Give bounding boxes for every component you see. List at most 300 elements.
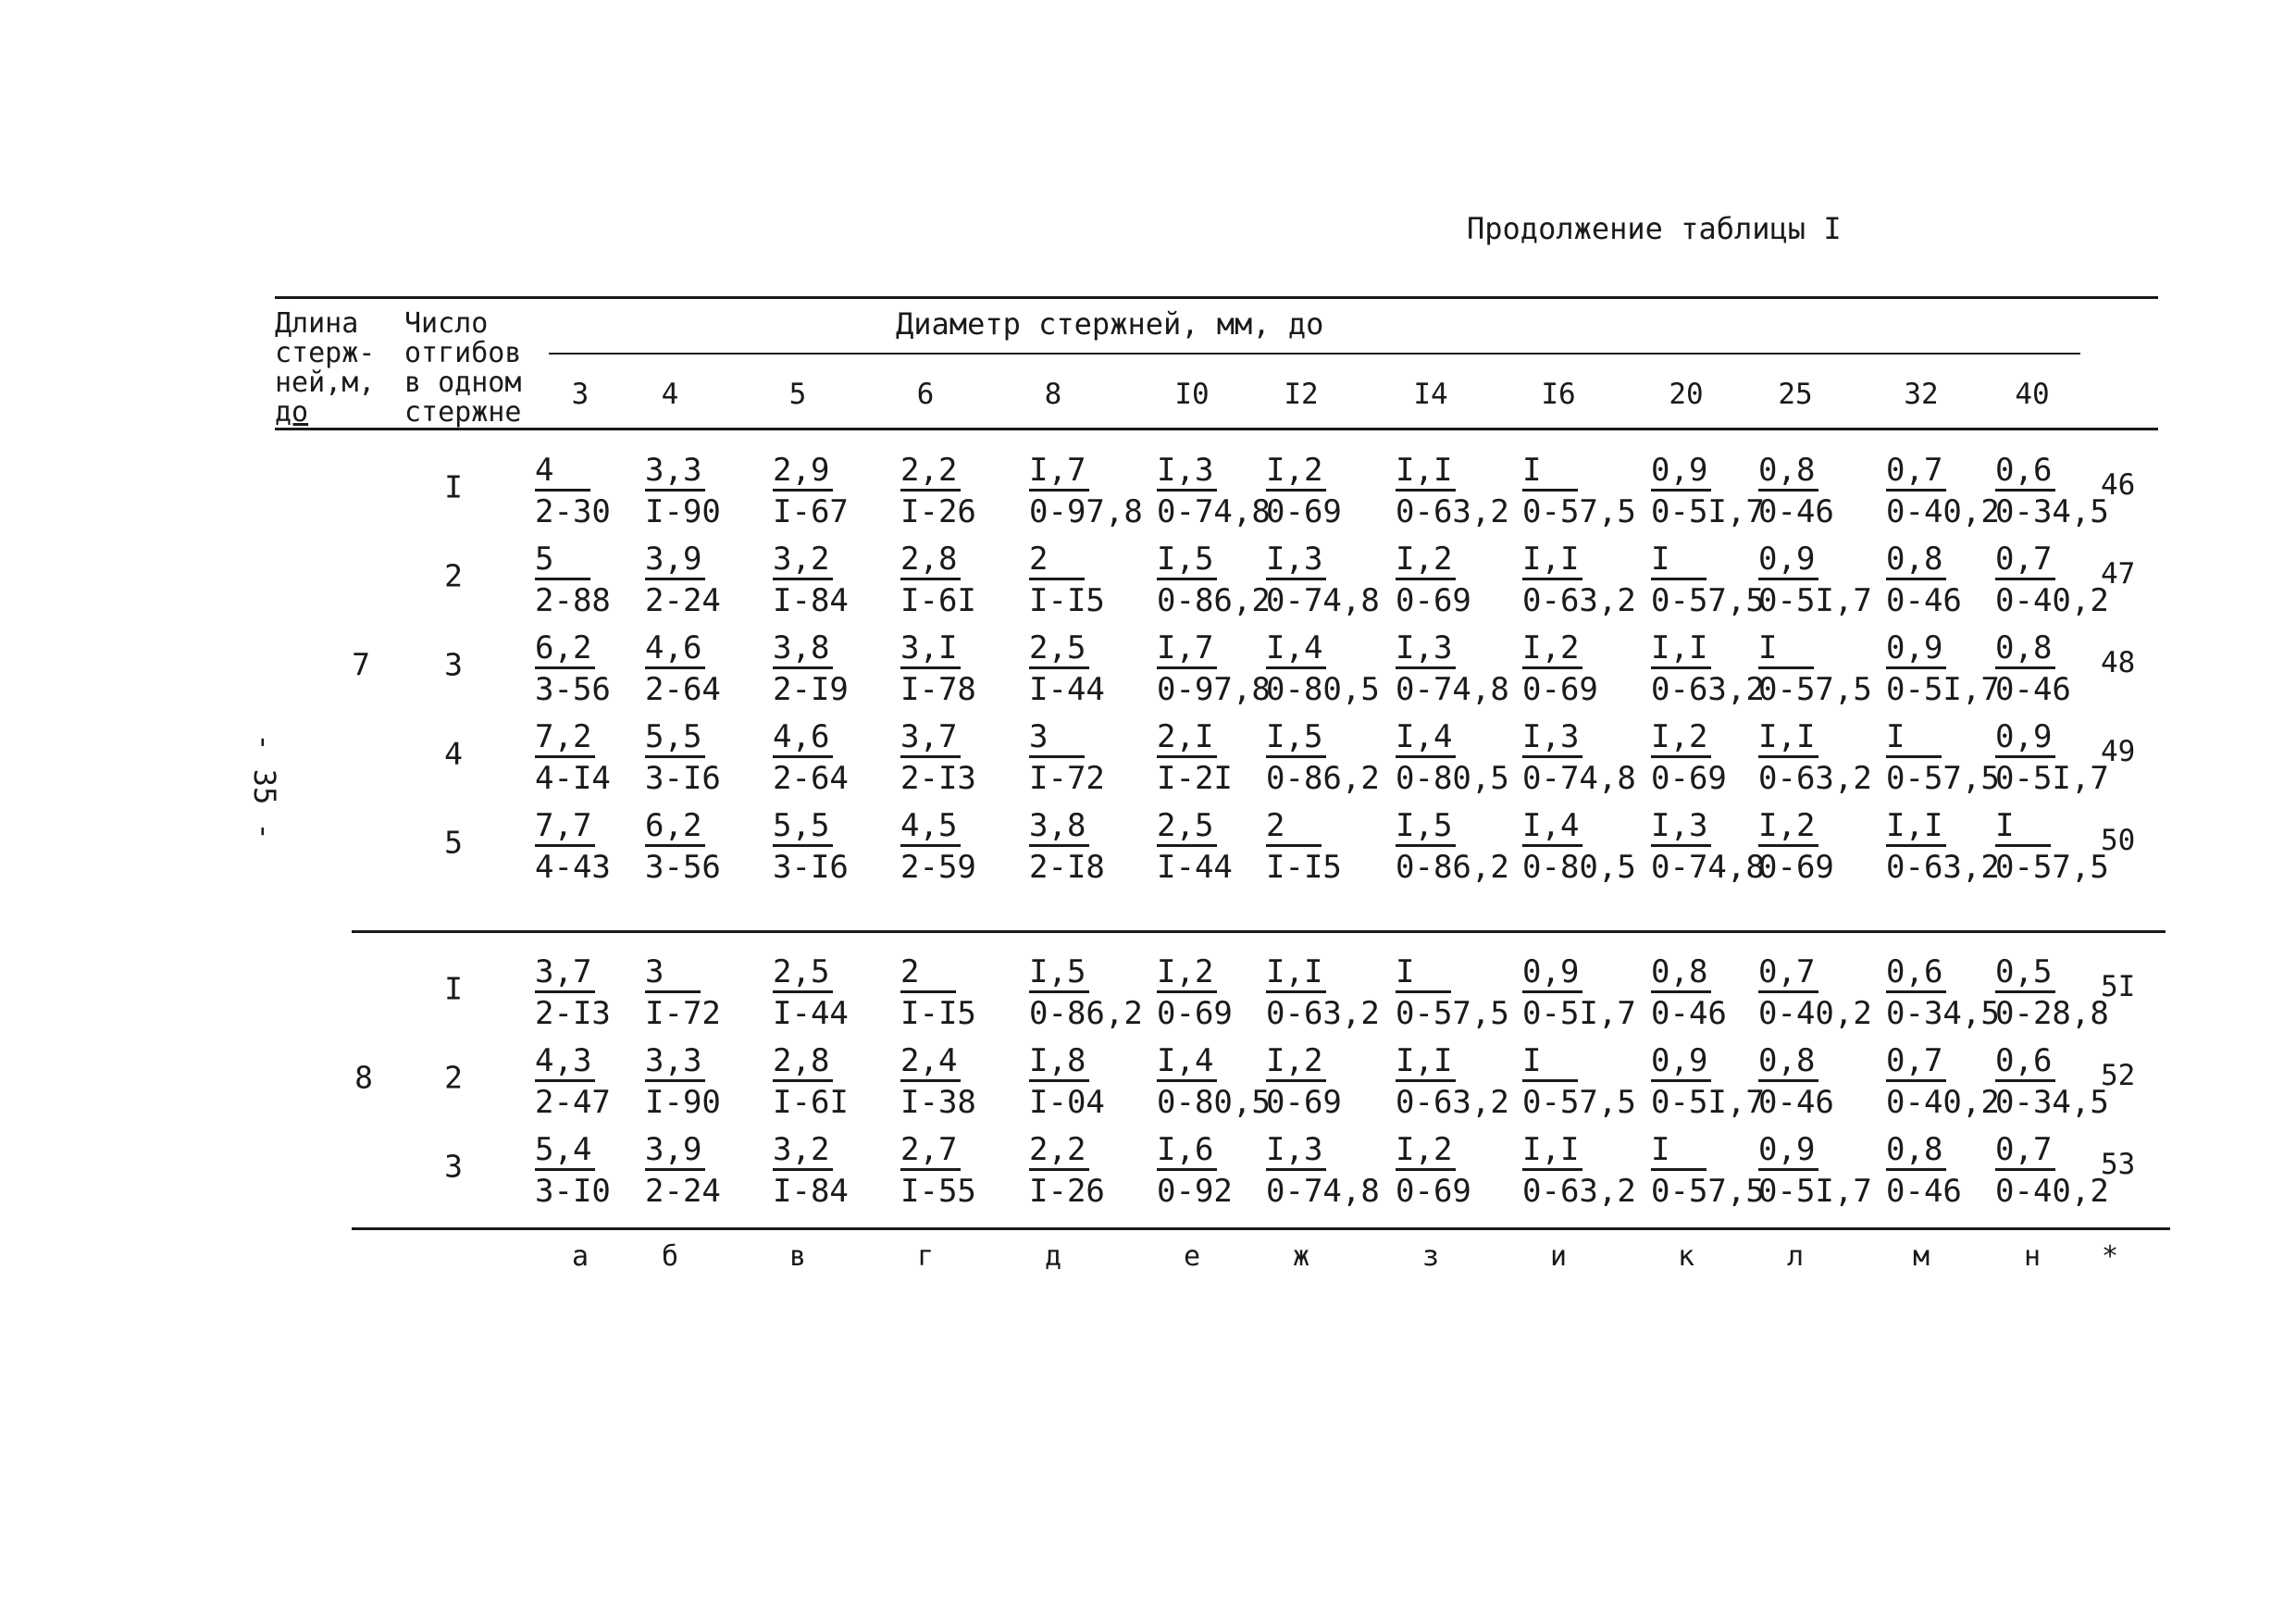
table-cell [1266, 718, 1380, 797]
table-cell [645, 452, 721, 530]
cell-denominator: 2-59 [900, 849, 976, 886]
table-cell [535, 629, 611, 708]
cell-denominator: I-84 [773, 1173, 849, 1210]
table-cell [1995, 629, 2071, 708]
cell-denominator: 0-97,8 [1157, 671, 1271, 708]
table-cell [1522, 1131, 1636, 1210]
cell-denominator: I-67 [773, 493, 849, 530]
row-number: 47 [2101, 557, 2136, 591]
cell-denominator: 0-57,5 [1396, 995, 1509, 1032]
table-cell [645, 953, 721, 1032]
cell-denominator: 2-30 [535, 493, 611, 530]
cell-numerator: I,I [1396, 1042, 1456, 1082]
table-cell [1396, 452, 1509, 530]
cell-denominator: 0-46 [1995, 671, 2071, 708]
cell-numerator: 3,3 [645, 1042, 705, 1082]
cell-denominator: I-2I [1157, 760, 1233, 797]
cell-numerator: I,2 [1651, 718, 1711, 758]
cell-numerator: I [1522, 452, 1578, 492]
cell-denominator: I-I5 [1266, 849, 1342, 886]
cell-denominator: I-44 [1157, 849, 1233, 886]
cell-denominator: 0-63,2 [1651, 671, 1765, 708]
cell-denominator: 2-I3 [900, 760, 976, 797]
cell-numerator: I,I [1886, 807, 1946, 847]
row-number: 48 [2101, 646, 2136, 679]
cell-denominator: I-26 [900, 493, 976, 530]
cell-numerator: 3,2 [773, 541, 833, 580]
cell-denominator: 0-34,5 [1995, 493, 2109, 530]
cell-numerator: I,3 [1522, 718, 1582, 758]
table-cell [1396, 807, 1509, 886]
table-cell [900, 1131, 976, 1210]
table-cell [1029, 1042, 1105, 1121]
table-cell [773, 718, 849, 797]
table-cell [1266, 629, 1380, 708]
cell-denominator: 0-63,2 [1886, 849, 2000, 886]
table-cell [1396, 1042, 1509, 1121]
table-cell [900, 1042, 976, 1121]
cell-denominator: 0-40,2 [1886, 1084, 2000, 1121]
cell-denominator: 0-57,5 [1886, 760, 2000, 797]
cell-numerator: I [1651, 541, 1706, 580]
cell-denominator: 0-69 [1157, 995, 1233, 1032]
cell-denominator: 0-80,5 [1157, 1084, 1271, 1121]
bends-count: 4 [444, 735, 463, 772]
row-number: 50 [2101, 824, 2136, 857]
cell-numerator: 4,6 [773, 718, 833, 758]
cell-denominator: 0-46 [1886, 1173, 1962, 1210]
cell-numerator: I,4 [1157, 1042, 1217, 1082]
column-letter: ж [1292, 1240, 1310, 1273]
cell-numerator: 0,9 [1758, 1131, 1818, 1171]
cell-denominator: 0-57,5 [1522, 493, 1636, 530]
cell-denominator: I-84 [773, 582, 849, 619]
cell-denominator: 0-80,5 [1266, 671, 1380, 708]
table-bottom-rule [352, 1227, 2170, 1230]
row-number: 49 [2101, 735, 2136, 768]
cell-numerator: I,8 [1029, 1042, 1089, 1082]
cell-numerator: 2,7 [900, 1131, 961, 1171]
column-letter: к [1677, 1240, 1695, 1273]
row-number: 5I [2101, 970, 2136, 1003]
cell-denominator: I-04 [1029, 1084, 1105, 1121]
cell-numerator: 3,9 [645, 541, 705, 580]
table-cell [1651, 541, 1765, 619]
table-cell [1522, 718, 1636, 797]
cell-denominator: 0-97,8 [1029, 493, 1143, 530]
cell-denominator: I-44 [773, 995, 849, 1032]
top-rule [275, 296, 2158, 299]
cell-numerator: 3,9 [645, 1131, 705, 1171]
cell-numerator: 0,6 [1995, 1042, 2055, 1082]
diameter-header: 8 [1044, 378, 1062, 411]
cell-denominator: 0-57,5 [1995, 849, 2109, 886]
cell-numerator: 5,5 [645, 718, 705, 758]
table-cell [1758, 452, 1834, 530]
cell-denominator: 0-80,5 [1396, 760, 1509, 797]
cell-numerator: I,3 [1396, 629, 1456, 669]
table-cell [900, 953, 976, 1032]
cell-numerator: I,3 [1157, 452, 1217, 492]
column-letter: в [788, 1240, 807, 1273]
cell-numerator: 2 [1266, 807, 1322, 847]
table-cell [645, 718, 721, 797]
cell-numerator: I [1522, 1042, 1578, 1082]
table-cell [1396, 953, 1509, 1032]
table-cell [1396, 718, 1509, 797]
table-cell [535, 807, 611, 886]
cell-numerator: I,I [1396, 452, 1456, 492]
table-cell [1157, 953, 1233, 1032]
table-cell [1758, 1131, 1872, 1210]
cell-numerator: I,I [1266, 953, 1326, 993]
cell-numerator: I,I [1651, 629, 1711, 669]
table-cell [1157, 1042, 1271, 1121]
cell-denominator: 0-5I,7 [1522, 995, 1636, 1032]
cell-numerator: 2,2 [900, 452, 961, 492]
bends-count: 5 [444, 824, 463, 861]
cell-numerator: 3,3 [645, 452, 705, 492]
diameter-header: 40 [2015, 378, 2050, 411]
cell-denominator: 0-40,2 [1995, 1173, 2109, 1210]
table-cell [1266, 953, 1380, 1032]
cell-denominator: 3-I6 [773, 849, 849, 886]
table-cell [1995, 541, 2109, 619]
cell-denominator: I-55 [900, 1173, 976, 1210]
table-cell [1029, 718, 1105, 797]
cell-numerator: 4 [535, 452, 590, 492]
cell-denominator: 0-74,8 [1157, 493, 1271, 530]
cell-denominator: I-72 [1029, 760, 1105, 797]
cell-numerator: 4,6 [645, 629, 705, 669]
cell-numerator: I [1396, 953, 1451, 993]
cell-numerator: I [1995, 807, 2051, 847]
row-number: 53 [2101, 1148, 2136, 1181]
table-cell [1157, 541, 1271, 619]
diameter-header: 5 [788, 378, 807, 411]
table-cell [1266, 452, 1342, 530]
cell-numerator: I,I [1522, 1131, 1582, 1171]
cell-numerator: I [1758, 629, 1814, 669]
bends-count: I [444, 970, 463, 1007]
column-letter: б [661, 1240, 679, 1273]
table-cell [1522, 452, 1636, 530]
cell-denominator: 0-40,2 [1886, 493, 2000, 530]
table-cell [1522, 953, 1636, 1032]
column-letter: и [1549, 1240, 1568, 1273]
cell-denominator: I-44 [1029, 671, 1105, 708]
table-cell [1157, 1131, 1233, 1210]
column-letter: л [1786, 1240, 1805, 1273]
cell-denominator: 0-57,5 [1651, 582, 1765, 619]
page-number: - 35 - [247, 733, 282, 840]
table-cell [1157, 807, 1233, 886]
cell-numerator: I,I [1522, 541, 1582, 580]
bends-count: 3 [444, 646, 463, 683]
cell-denominator: 0-40,2 [1758, 995, 1872, 1032]
cell-denominator: 0-5I,7 [1651, 1084, 1765, 1121]
table-cell [773, 629, 849, 708]
cell-denominator: 2-I3 [535, 995, 611, 1032]
cell-denominator: 0-63,2 [1522, 1173, 1636, 1210]
cell-denominator: 2-I9 [773, 671, 849, 708]
cell-denominator: I-6I [773, 1084, 849, 1121]
cell-denominator: 0-86,2 [1396, 849, 1509, 886]
cell-denominator: 0-69 [1266, 1084, 1342, 1121]
cell-numerator: 2,I [1157, 718, 1217, 758]
cell-numerator: 0,7 [1995, 541, 2055, 580]
cell-denominator: 0-28,8 [1995, 995, 2109, 1032]
table-cell [645, 807, 721, 886]
cell-numerator: I,4 [1266, 629, 1326, 669]
length-column-header: Длина стерж- ней,м, до [275, 307, 376, 429]
table-cell [1995, 807, 2109, 886]
cell-numerator: 0,8 [1995, 629, 2055, 669]
table-cell [1651, 452, 1765, 530]
table-cell [1886, 953, 2000, 1032]
cell-numerator: 0,8 [1886, 1131, 1946, 1171]
cell-numerator: I,3 [1651, 807, 1711, 847]
cell-denominator: 3-56 [645, 849, 721, 886]
cell-numerator: I,5 [1029, 953, 1089, 993]
cell-denominator: 0-63,2 [1522, 582, 1636, 619]
table-cell [1758, 718, 1872, 797]
table-cell [535, 541, 611, 619]
table-cell [1758, 1042, 1834, 1121]
table-cell [1886, 629, 2000, 708]
table-cell [900, 541, 976, 619]
cell-denominator: 0-74,8 [1651, 849, 1765, 886]
cell-denominator: 0-34,5 [1995, 1084, 2109, 1121]
diameter-title: Диаметр стержней, мм, до [896, 306, 1324, 342]
column-letter: з [1421, 1240, 1440, 1273]
diameter-header: I2 [1284, 378, 1319, 411]
cell-denominator: 0-57,5 [1758, 671, 1872, 708]
cell-numerator: 0,9 [1758, 541, 1818, 580]
cell-denominator: 0-57,5 [1522, 1084, 1636, 1121]
table-cell [1396, 629, 1509, 708]
diameter-header: 4 [661, 378, 679, 411]
bends-count: I [444, 468, 463, 505]
diameter-header: 25 [1778, 378, 1813, 411]
cell-denominator: I-72 [645, 995, 721, 1032]
cell-numerator: 7,7 [535, 807, 595, 847]
cell-denominator: 0-86,2 [1266, 760, 1380, 797]
cell-denominator: 0-86,2 [1029, 995, 1143, 1032]
table-cell [1758, 953, 1872, 1032]
table-cell [1029, 807, 1105, 886]
group-divider-rule [352, 930, 2166, 933]
cell-denominator: 0-63,2 [1396, 1084, 1509, 1121]
table-cell [1758, 807, 1834, 886]
table-cell [773, 1131, 849, 1210]
cell-numerator: 0,6 [1995, 452, 2055, 492]
cell-numerator: 3,7 [535, 953, 595, 993]
cell-numerator: 3,8 [773, 629, 833, 669]
table-cell [1995, 1131, 2109, 1210]
cell-denominator: 0-40,2 [1995, 582, 2109, 619]
table-cell [1157, 718, 1233, 797]
cell-denominator: 0-46 [1651, 995, 1727, 1032]
table-cell [1651, 1131, 1765, 1210]
bends-count: 2 [444, 1059, 463, 1096]
cell-denominator: 0-69 [1651, 760, 1727, 797]
table-cell [773, 541, 849, 619]
cell-denominator: 0-46 [1758, 1084, 1834, 1121]
cell-denominator: 3-I0 [535, 1173, 611, 1210]
cell-numerator: I,7 [1029, 452, 1089, 492]
table-cell [1995, 1042, 2109, 1121]
cell-numerator: 0,8 [1886, 541, 1946, 580]
cell-numerator: 3,I [900, 629, 961, 669]
table-cell [535, 1131, 611, 1210]
column-letter: н [2023, 1240, 2042, 1273]
row-number: 52 [2101, 1059, 2136, 1092]
cell-numerator: I,5 [1157, 541, 1217, 580]
table-cell [1651, 718, 1727, 797]
table-cell [1758, 541, 1872, 619]
table-cell [1029, 541, 1105, 619]
diameter-header: 3 [571, 378, 590, 411]
cell-numerator: 3 [1029, 718, 1085, 758]
cell-denominator: 2-64 [773, 760, 849, 797]
cell-denominator: 3-56 [535, 671, 611, 708]
cell-numerator: I,I [1758, 718, 1818, 758]
table-cell [1651, 1042, 1765, 1121]
cell-numerator: I,7 [1157, 629, 1217, 669]
cell-denominator: I-90 [645, 493, 721, 530]
table-cell [900, 718, 976, 797]
cell-denominator: 0-92 [1157, 1173, 1233, 1210]
table-cell [1396, 1131, 1471, 1210]
cell-denominator: 0-63,2 [1758, 760, 1872, 797]
cell-denominator: 2-88 [535, 582, 611, 619]
cell-denominator: 0-5I,7 [1651, 493, 1765, 530]
cell-numerator: 5 [535, 541, 590, 580]
cell-numerator: 3,2 [773, 1131, 833, 1171]
table-cell [1886, 452, 2000, 530]
diameter-header: 32 [1904, 378, 1939, 411]
cell-denominator: I-I5 [900, 995, 976, 1032]
table-cell [773, 1042, 849, 1121]
diameter-header: I0 [1174, 378, 1210, 411]
table-cell [1651, 953, 1727, 1032]
cell-numerator: 0,8 [1651, 953, 1711, 993]
cell-denominator: 3-I6 [645, 760, 721, 797]
cell-numerator: I,4 [1522, 807, 1582, 847]
bends-column-header: Число отгибов в одном стержне [404, 307, 522, 429]
cell-denominator: 0-74,8 [1266, 582, 1380, 619]
cell-numerator: 6,2 [645, 807, 705, 847]
diameter-rule [549, 353, 2080, 355]
cell-denominator: 0-69 [1522, 671, 1598, 708]
table-cell [1886, 1042, 2000, 1121]
cell-numerator: 0,9 [1651, 452, 1711, 492]
cell-numerator: 7,2 [535, 718, 595, 758]
cell-numerator: 0,7 [1758, 953, 1818, 993]
cell-denominator: 0-80,5 [1522, 849, 1636, 886]
table-cell [1886, 541, 1962, 619]
table-cell [535, 1042, 611, 1121]
table-cell [773, 452, 849, 530]
diameter-header: I4 [1413, 378, 1448, 411]
table-cell [1886, 718, 2000, 797]
column-letter: а [571, 1240, 590, 1273]
cell-numerator: 2 [900, 953, 956, 993]
diameter-header: I6 [1541, 378, 1576, 411]
rod-length-label: 7 [352, 646, 370, 683]
cell-denominator: I-I5 [1029, 582, 1105, 619]
cell-denominator: I-90 [645, 1084, 721, 1121]
column-letter: д [1044, 1240, 1062, 1273]
table-cell [1266, 807, 1342, 886]
table-cell [535, 452, 611, 530]
cell-denominator: 2-I8 [1029, 849, 1105, 886]
table-cell [1029, 452, 1143, 530]
cell-numerator: 0,8 [1758, 1042, 1818, 1082]
cell-denominator: 0-5I,7 [1995, 760, 2109, 797]
table-cell [645, 629, 721, 708]
cell-numerator: I,2 [1522, 629, 1582, 669]
cell-numerator: 2,2 [1029, 1131, 1089, 1171]
table-cell [900, 807, 976, 886]
cell-denominator: 0-69 [1396, 582, 1471, 619]
cell-numerator: 6,2 [535, 629, 595, 669]
cell-numerator: 5,5 [773, 807, 833, 847]
table-cell [1157, 629, 1271, 708]
cell-denominator: 0-5I,7 [1886, 671, 2000, 708]
cell-numerator: I [1886, 718, 1942, 758]
cell-numerator: 4,5 [900, 807, 961, 847]
cell-denominator: 0-86,2 [1157, 582, 1271, 619]
table-cell [1651, 629, 1765, 708]
cell-denominator: 0-74,8 [1522, 760, 1636, 797]
cell-numerator: I [1651, 1131, 1706, 1171]
column-letter: г [916, 1240, 935, 1273]
cell-denominator: 2-64 [645, 671, 721, 708]
table-cell [1995, 452, 2109, 530]
table-cell [1522, 1042, 1636, 1121]
cell-denominator: 0-34,5 [1886, 995, 2000, 1032]
cell-numerator: 0,7 [1995, 1131, 2055, 1171]
cell-denominator: 0-5I,7 [1758, 582, 1872, 619]
table-cell [1029, 1131, 1105, 1210]
table-cell [1522, 541, 1636, 619]
cell-denominator: 2-47 [535, 1084, 611, 1121]
cell-denominator: 0-5I,7 [1758, 1173, 1872, 1210]
cell-numerator: I,6 [1157, 1131, 1217, 1171]
column-letter: * [2101, 1240, 2119, 1273]
table-cell [773, 953, 849, 1032]
table-cell [1266, 1042, 1342, 1121]
cell-numerator: 3,8 [1029, 807, 1089, 847]
cell-numerator: I,5 [1266, 718, 1326, 758]
table-cell [535, 953, 611, 1032]
cell-numerator: 0,9 [1886, 629, 1946, 669]
cell-numerator: 0,9 [1995, 718, 2055, 758]
cell-numerator: I,2 [1266, 1042, 1326, 1082]
cell-numerator: I,3 [1266, 1131, 1326, 1171]
cell-numerator: I,5 [1396, 807, 1456, 847]
table-cell [1651, 807, 1765, 886]
table-cell [1995, 718, 2109, 797]
row-number: 46 [2101, 468, 2136, 502]
cell-denominator: 0-74,8 [1396, 671, 1509, 708]
cell-numerator: 0,7 [1886, 452, 1946, 492]
table-cell [1266, 1131, 1380, 1210]
cell-numerator: 2 [1029, 541, 1085, 580]
table-caption: Продолжение таблицы I [1467, 211, 1842, 246]
